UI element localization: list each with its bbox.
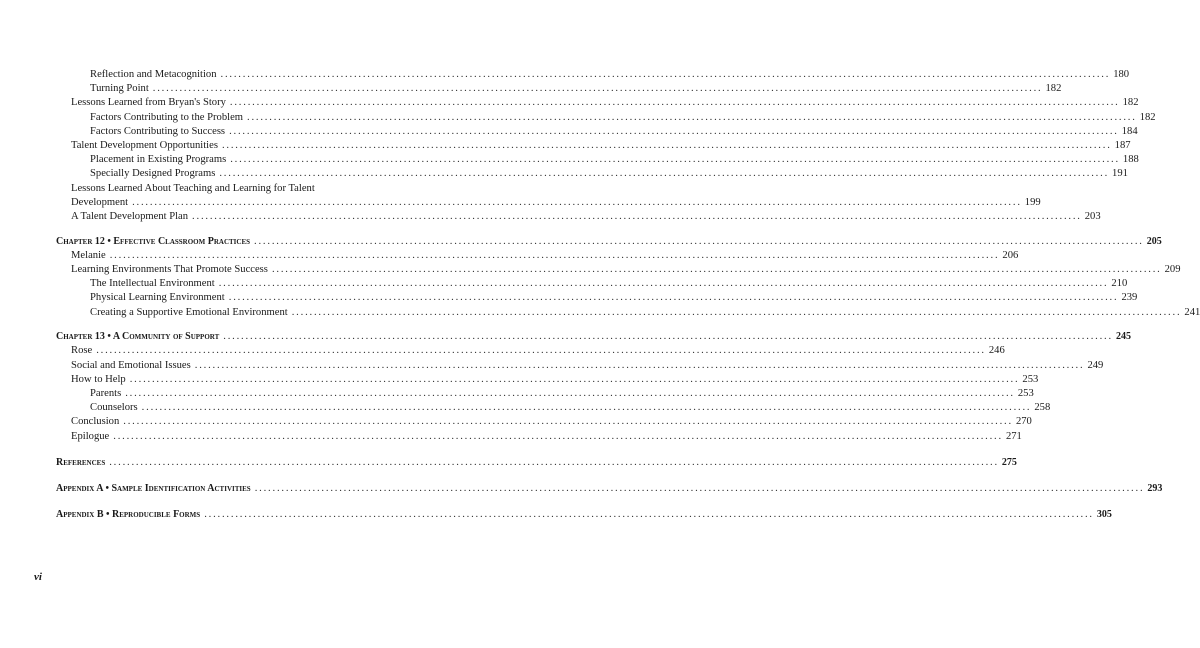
toc-entry-page: 249 <box>1087 359 1104 371</box>
section-gap <box>56 470 361 482</box>
dot-leader: ........................................................................................................................................................................................................ <box>229 97 1120 109</box>
dot-leader: ........................................................................................................................................................................................................ <box>219 168 1110 180</box>
toc-chapter-entry <box>56 482 1163 496</box>
toc-entry-page: 271 <box>1005 430 1022 442</box>
toc-entry-page: 253 <box>1017 387 1034 399</box>
table-of-contents <box>56 68 1200 522</box>
toc-entry <box>56 387 1034 401</box>
toc-entry-page: 293 <box>1147 482 1163 494</box>
toc-entry-page: 210 <box>1111 278 1128 290</box>
toc-entry-title: Talent Development Opportunities <box>71 139 218 151</box>
toc-entry-page: 209 <box>1164 263 1181 275</box>
toc-entry-title: Learning Environments That Promote Success <box>71 263 268 275</box>
toc-entry-title: Factors Contributing to Success <box>90 125 226 137</box>
toc-entry-page: 258 <box>1034 402 1051 414</box>
toc-chapter-entry <box>56 330 1131 344</box>
section-gap <box>56 320 361 331</box>
dot-leader: ........................................................................................................................................................................................................ <box>247 111 1137 123</box>
dot-leader: ........................................................................................................................................................................................................ <box>220 69 1111 80</box>
dot-leader: ........................................................................................................................................................................................................ <box>254 235 1144 247</box>
dot-leader: ........................................................................................................................................................................................................ <box>152 83 1043 95</box>
toc-entry-page: 182 <box>1122 97 1139 109</box>
toc-entry-title: Chapter 12 • Effective Classroom Practices <box>56 235 251 247</box>
toc-entry <box>56 344 1005 358</box>
toc-entry-page: 182 <box>1045 83 1062 95</box>
toc-entry-page: 206 <box>1002 249 1019 261</box>
dot-leader: ........................................................................................................................................................................................................ <box>229 125 1119 137</box>
toc-entry-title: Creating a Supportive Emotional Environment <box>90 306 288 318</box>
toc-entry-page: 253 <box>1022 373 1039 385</box>
toc-entry <box>56 153 1139 167</box>
dot-leader: ........................................................................................................................................................................................................ <box>271 263 1162 275</box>
toc-entry <box>56 125 1138 139</box>
toc-entry <box>56 167 1128 181</box>
toc-entry-title: Placement in Existing Programs <box>90 154 227 166</box>
toc-entry <box>56 415 1032 429</box>
toc-entry-title: Lessons Learned About Teaching and Learning for Talent <box>71 182 315 194</box>
toc-entry-title: Reflection and Metacognition <box>90 69 217 80</box>
toc-entry-title: Parents <box>90 387 122 399</box>
toc-entry <box>56 111 1156 125</box>
toc-entry-title: Appendix B • Reproducible Forms <box>56 509 201 521</box>
toc-entry-page: 245 <box>1115 331 1131 343</box>
toc-entry <box>56 401 1051 415</box>
toc-entry-title: Physical Learning Environment <box>90 292 225 304</box>
toc-entry-title: Social and Emotional Issues <box>71 359 191 371</box>
toc-entry-title: Counselors <box>90 402 138 414</box>
toc-entry <box>56 196 1041 210</box>
toc-entry <box>56 291 1138 305</box>
toc-entry <box>56 430 1022 444</box>
dot-leader: ........................................................................................................................................................................................................ <box>204 509 1094 521</box>
toc-entry-page: 275 <box>1001 456 1017 468</box>
toc-entry-page: 246 <box>988 345 1005 357</box>
dot-leader: ........................................................................................................................................................................................................ <box>132 196 1022 208</box>
toc-entry-page: 191 <box>1112 168 1128 180</box>
dot-leader: ........................................................................................................................................................................................................ <box>141 402 1032 414</box>
toc-entry-title: Appendix A • Sample Identification Activities <box>56 482 251 494</box>
toc-entry-title: Rose <box>71 345 93 357</box>
dot-leader: ........................................................................................................................................................................................................ <box>221 139 1112 151</box>
toc-entry-title: A Talent Development Plan <box>71 210 189 222</box>
page-number: vi <box>34 571 42 583</box>
toc-entry-page: 182 <box>1139 111 1156 123</box>
toc-entry <box>56 210 1101 224</box>
dot-leader: ........................................................................................................................................................................................................ <box>223 331 1113 343</box>
section-gap <box>56 444 361 456</box>
section-gap <box>56 224 361 235</box>
dot-leader: ........................................................................................................................................................................................................ <box>194 359 1085 371</box>
toc-entry-page: 184 <box>1121 125 1138 137</box>
dot-leader: ........................................................................................................................................................................................................ <box>218 278 1109 290</box>
dot-leader: ........................................................................................................................................................................................................ <box>129 373 1020 385</box>
toc-entry-title: Factors Contributing to the Problem <box>90 111 244 123</box>
toc-entry <box>56 306 1200 320</box>
toc-chapter-entry <box>56 235 1162 249</box>
dot-leader: ........................................................................................................................................................................................................ <box>230 154 1120 166</box>
toc-entry-page: 205 <box>1146 235 1162 247</box>
toc-entry-title: Epilogue <box>71 430 110 442</box>
toc-entry-page: 241 <box>1184 306 1200 318</box>
toc-entry-title: Development <box>71 196 129 208</box>
toc-entry-title: Conclusion <box>71 416 120 428</box>
dot-leader: ........................................................................................................................................................................................................ <box>109 249 1000 261</box>
toc-entry-page: 188 <box>1122 154 1139 166</box>
dot-leader: ........................................................................................................................................................................................................ <box>109 456 999 468</box>
toc-entry-page: 239 <box>1121 292 1138 304</box>
dot-leader: ........................................................................................................................................................................................................ <box>192 210 1082 222</box>
toc-entry <box>56 68 1130 82</box>
toc-entry-page: 187 <box>1114 139 1131 151</box>
toc-entry <box>56 182 361 196</box>
toc-entry-page: 305 <box>1096 509 1112 521</box>
dot-leader: ........................................................................................................................................................................................................ <box>254 482 1145 494</box>
toc-entry <box>56 373 1039 387</box>
toc-entry-title: References <box>56 456 106 468</box>
dot-leader: ........................................................................................................................................................................................................ <box>291 306 1182 318</box>
toc-entry-page: 270 <box>1015 416 1032 428</box>
toc-entry-title: Chapter 13 • A Community of Support <box>56 331 220 343</box>
toc-entry <box>56 139 1131 153</box>
dot-leader: ........................................................................................................................................................................................................ <box>123 416 1013 428</box>
toc-chapter-entry <box>56 456 1017 470</box>
section-gap <box>56 496 361 508</box>
toc-entry-title: Specially Designed Programs <box>90 168 216 180</box>
dot-leader: ........................................................................................................................................................................................................ <box>125 387 1015 399</box>
toc-entry <box>56 82 1062 96</box>
toc-entry-title: Melanie <box>71 249 106 261</box>
toc-entry-title: Lessons Learned from Bryan's Story <box>71 97 226 109</box>
dot-leader: ........................................................................................................................................................................................................ <box>96 345 986 357</box>
dot-leader: ........................................................................................................................................................................................................ <box>228 292 1119 304</box>
toc-entry-title: Turning Point <box>90 83 149 95</box>
toc-entry-page: 203 <box>1084 210 1101 222</box>
toc-entry-page: 180 <box>1113 69 1130 80</box>
toc-entry-title: How to Help <box>71 373 126 385</box>
toc-entry-title: The Intellectual Environment <box>90 278 215 290</box>
toc-chapter-entry <box>56 508 1112 522</box>
toc-entry <box>56 96 1139 110</box>
toc-entry <box>56 263 1181 277</box>
toc-entry <box>56 277 1128 291</box>
toc-entry <box>56 249 1019 263</box>
toc-entry-page: 199 <box>1024 196 1041 208</box>
dot-leader: ........................................................................................................................................................................................................ <box>113 430 1003 442</box>
toc-entry <box>56 359 1104 373</box>
